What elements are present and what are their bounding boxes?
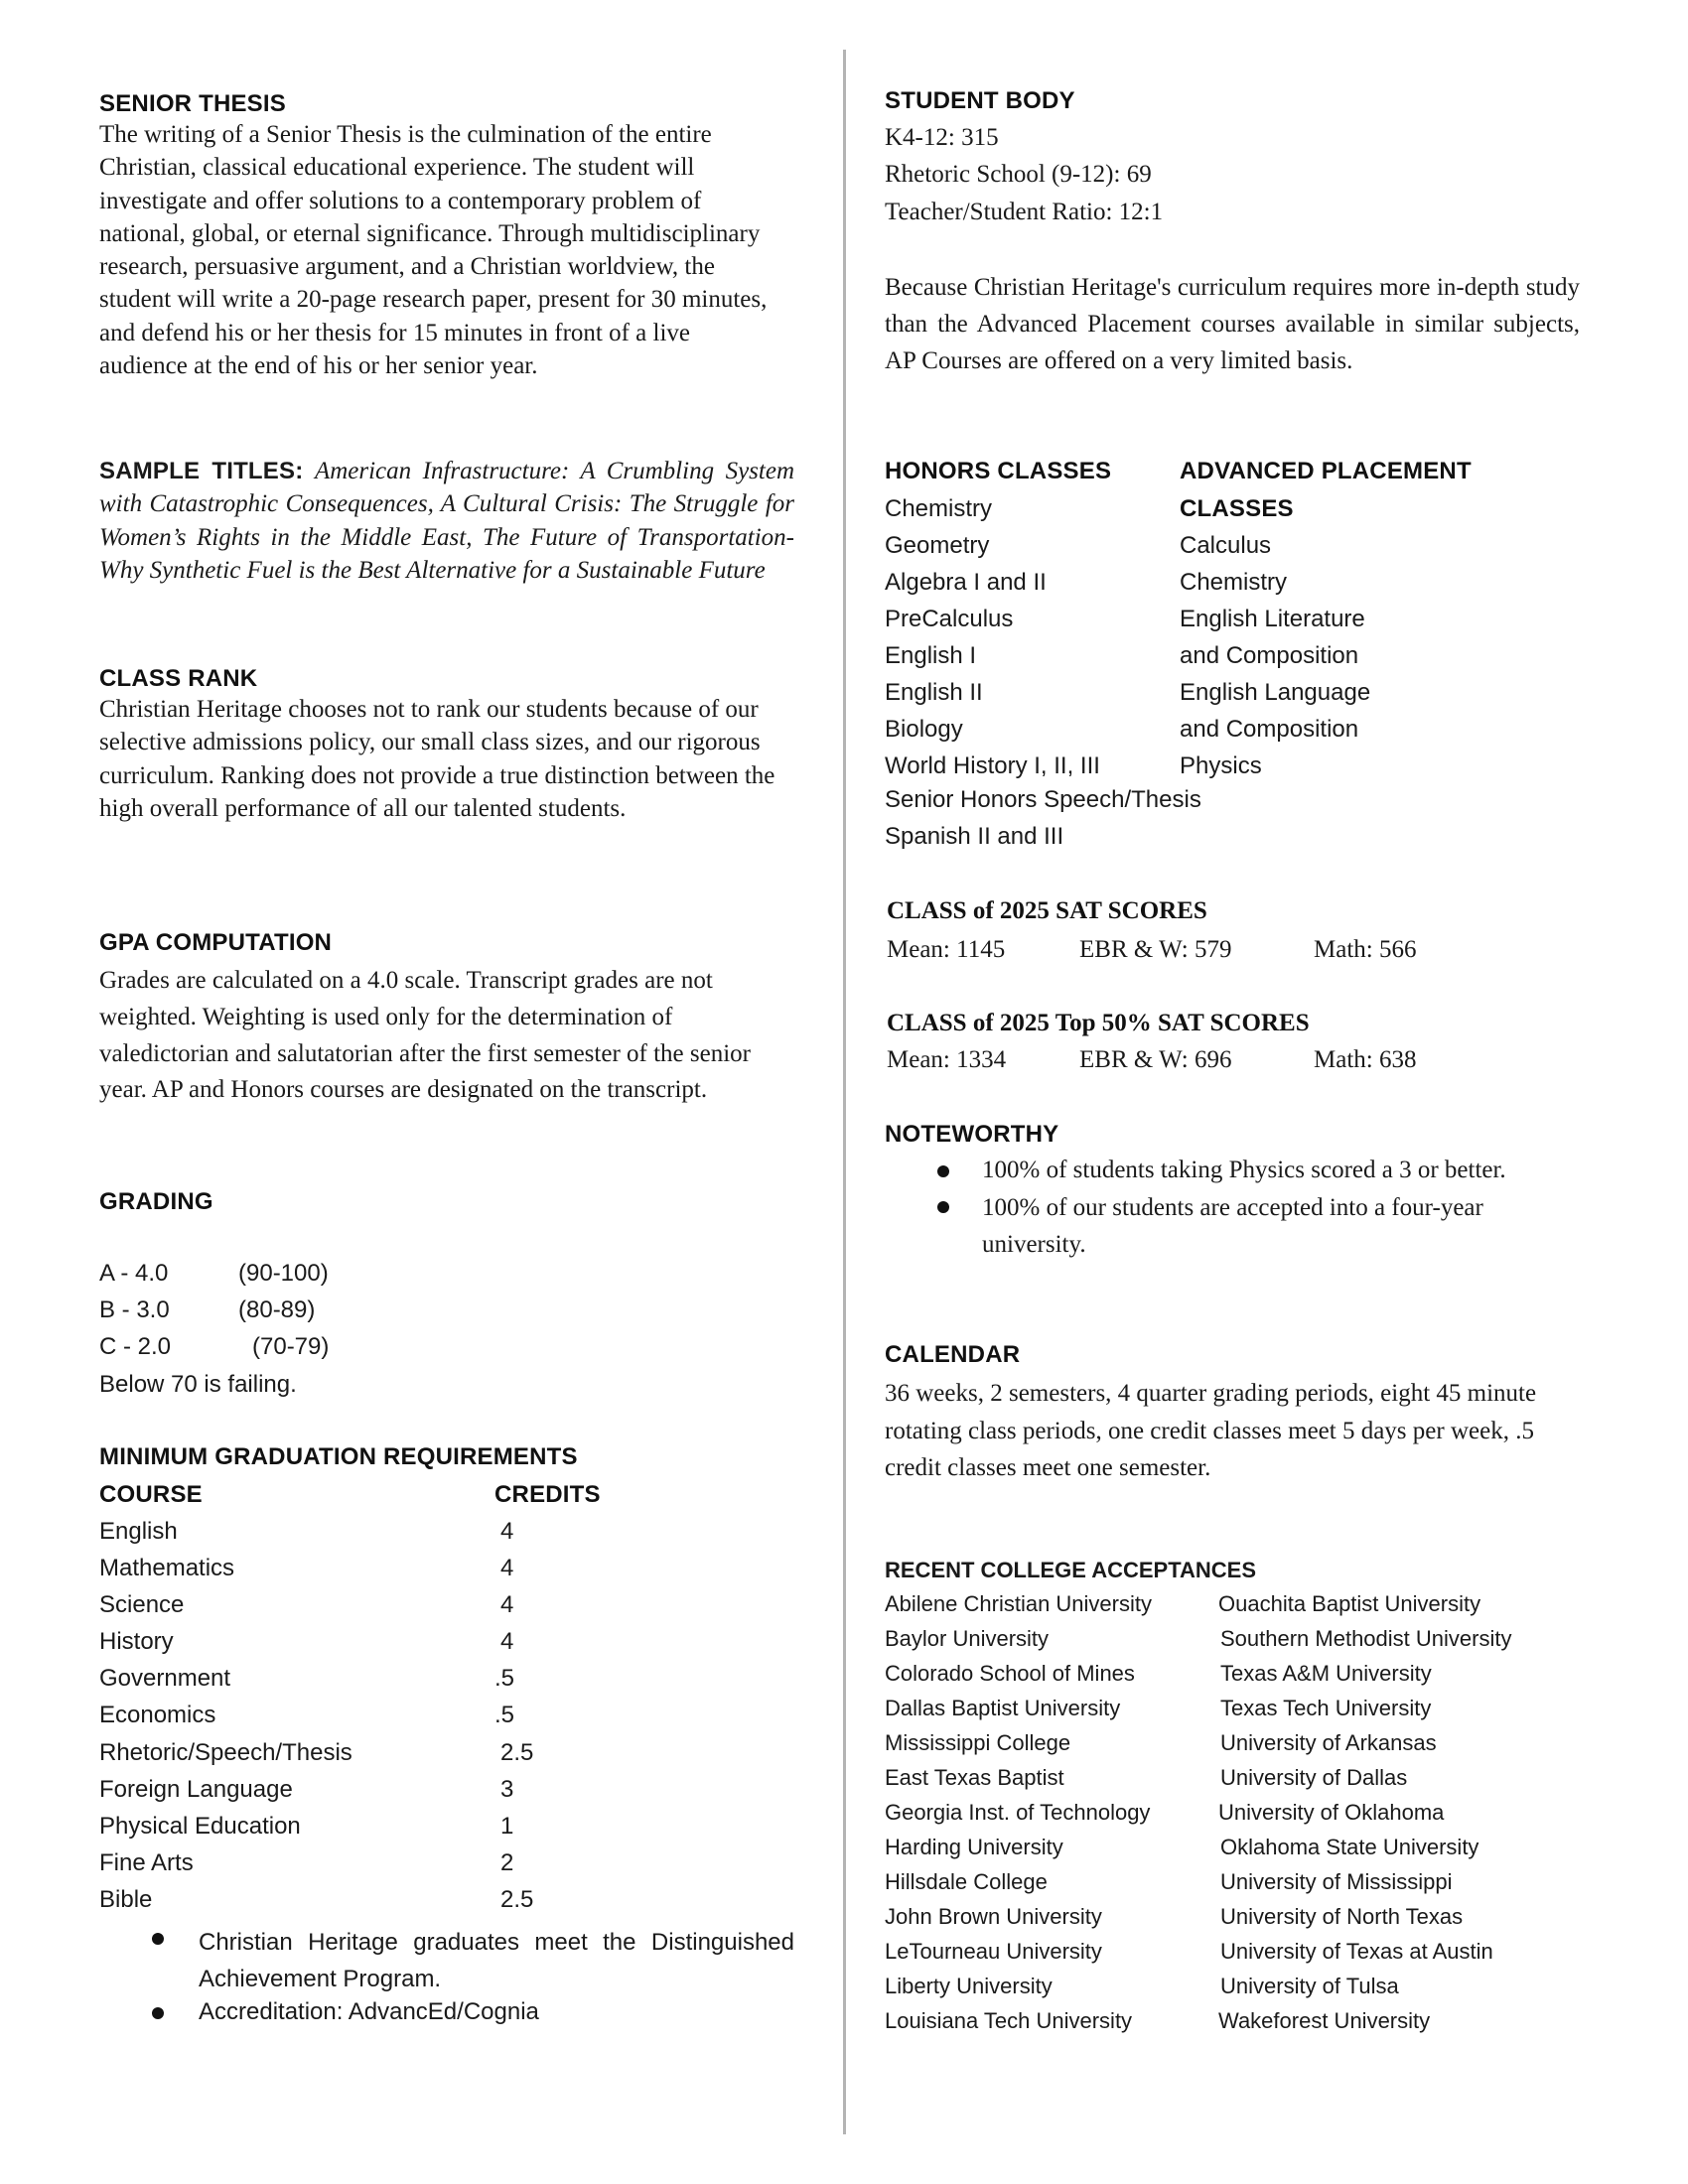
honors-item: PreCalculus <box>885 606 1014 632</box>
college-item: Georgia Inst. of Technology <box>885 1800 1151 1825</box>
honors-item: Senior Honors Speech/Thesis <box>885 786 1201 813</box>
grade-a: A - 4.0 <box>99 1260 169 1287</box>
sat-top-ebrw: EBR & W: 696 <box>1079 1046 1232 1073</box>
bullet-icon <box>152 1933 164 1945</box>
college-item: Dallas Baptist University <box>885 1696 1121 1720</box>
table-row-credits: 2 <box>500 1849 514 1876</box>
college-item: Baylor University <box>885 1626 1050 1651</box>
college-item: Abilene Christian University <box>885 1591 1152 1616</box>
bullet-icon <box>937 1165 949 1177</box>
noteworthy-heading: NOTEWORTHY <box>885 1121 1059 1148</box>
grade-a-range: (90-100) <box>238 1260 329 1287</box>
noteworthy-item: 100% of our students are accepted into a four-year university. <box>982 1194 1483 1258</box>
honors-item: Geometry <box>885 532 990 559</box>
table-row-course: Foreign Language <box>99 1776 293 1803</box>
table-row-credits: 4 <box>500 1555 514 1581</box>
class-rank-heading: CLASS RANK <box>99 665 258 692</box>
col-course-header: COURSE <box>99 1481 203 1508</box>
table-row-credits: .5 <box>494 1702 515 1728</box>
ap-item: English Language <box>1180 679 1371 706</box>
college-item: Hillsdale College <box>885 1869 1048 1894</box>
sat-top-mean: Mean: 1334 <box>887 1046 1007 1073</box>
ap-item: Chemistry <box>1180 569 1288 596</box>
college-item: University of Arkansas <box>1220 1730 1437 1755</box>
ap-item: Calculus <box>1180 532 1272 559</box>
acceptances-heading: RECENT COLLEGE ACCEPTANCES <box>885 1558 1257 1582</box>
table-row-course: English <box>99 1518 178 1545</box>
honors-item: Algebra I and II <box>885 569 1047 596</box>
column-divider <box>843 50 846 2134</box>
college-item: University of Dallas <box>1220 1765 1408 1790</box>
college-item: Oklahoma State University <box>1220 1835 1479 1859</box>
noteworthy-item: 100% of students taking Physics scored a 3 or better. <box>982 1157 1506 1183</box>
honors-item: English I <box>885 642 977 669</box>
honors-heading: HONORS CLASSES <box>885 458 1112 484</box>
table-row-course: Physical Education <box>99 1813 301 1840</box>
table-row-course: Bible <box>99 1886 153 1913</box>
college-item: University of Mississippi <box>1220 1869 1453 1894</box>
grade-b: B - 3.0 <box>99 1297 170 1323</box>
student-body-ratio: Teacher/Student Ratio: 12:1 <box>885 199 1164 225</box>
table-row-course: History <box>99 1628 174 1655</box>
college-item: Wakeforest University <box>1218 2008 1431 2033</box>
ap-item: English Literature <box>1180 606 1365 632</box>
grade-b-range: (80-89) <box>238 1297 316 1323</box>
sat-math: Math: 566 <box>1314 936 1417 963</box>
ap-heading-line2: CLASSES <box>1180 495 1294 522</box>
college-item: University of Texas at Austin <box>1220 1939 1493 1964</box>
college-item: University of North Texas <box>1220 1904 1464 1929</box>
graduation-heading: MINIMUM GRADUATION REQUIREMENTS <box>99 1443 578 1470</box>
col-credits-header: CREDITS <box>494 1481 601 1508</box>
honors-item: Biology <box>885 716 963 743</box>
ap-item: Physics <box>1180 752 1262 779</box>
college-item: University of Tulsa <box>1220 1974 1399 1998</box>
table-row-credits: 1 <box>500 1813 514 1840</box>
bullet-icon <box>152 2007 164 2019</box>
table-row-credits: 2.5 <box>500 1739 534 1766</box>
grading-heading: GRADING <box>99 1188 213 1215</box>
table-row-course: Science <box>99 1591 185 1618</box>
college-item: East Texas Baptist <box>885 1765 1064 1790</box>
college-item: Colorado School of Mines <box>885 1661 1135 1686</box>
sample-titles-label: SAMPLE TITLES: <box>99 458 304 484</box>
senior-thesis-heading: SENIOR THESIS <box>99 90 286 117</box>
table-row-credits: .5 <box>494 1665 515 1692</box>
student-body-k12: K4-12: 315 <box>885 124 999 151</box>
bullet-icon <box>937 1201 949 1213</box>
college-item: Texas Tech University <box>1220 1696 1432 1720</box>
table-row-course: Mathematics <box>99 1555 235 1581</box>
college-item: Ouachita Baptist University <box>1218 1591 1481 1616</box>
college-item: Louisiana Tech University <box>885 2008 1133 2033</box>
honors-item: Chemistry <box>885 495 993 522</box>
table-row-credits: 4 <box>500 1591 514 1618</box>
honors-item: Spanish II and III <box>885 823 1064 850</box>
table-row-course: Economics <box>99 1702 216 1728</box>
table-row-credits: 3 <box>500 1776 514 1803</box>
ap-item: and Composition <box>1180 642 1359 669</box>
table-row-credits: 4 <box>500 1628 514 1655</box>
sat-top-math: Math: 638 <box>1314 1046 1417 1073</box>
table-row-credits: 2.5 <box>500 1886 534 1913</box>
college-item: Harding University <box>885 1835 1063 1859</box>
ap-heading-line1: ADVANCED PLACEMENT <box>1180 458 1472 484</box>
table-row-course: Rhetoric/Speech/Thesis <box>99 1739 352 1766</box>
calendar-heading: CALENDAR <box>885 1341 1021 1368</box>
calendar-body: 36 weeks, 2 semesters, 4 quarter grading periods, eight 45 minute rotating class periods, one credit classes meet 5 days per week, .5 credit classes meet one semester. <box>885 1380 1537 1481</box>
table-row-course: Fine Arts <box>99 1849 194 1876</box>
ap-item: and Composition <box>1180 716 1359 743</box>
student-body-rhetoric: Rhetoric School (9-12): 69 <box>885 161 1152 188</box>
college-item: Texas A&M University <box>1220 1661 1432 1686</box>
sample-titles <box>99 455 794 587</box>
gpa-body: Grades are calculated on a 4.0 scale. Transcript grades are not weighted. Weighting is used only for the determination of valedictorian and salutatorian after the first semester of the senior year. AP and Honors courses are designated on the transcript. <box>99 967 751 1104</box>
college-item: Liberty University <box>885 1974 1053 1998</box>
grade-c-range: (70-79) <box>252 1333 330 1360</box>
college-item: University of Oklahoma <box>1218 1800 1445 1825</box>
honors-item: World History I, II, III <box>885 752 1100 779</box>
bullet-item: Accreditation: AdvancEd/Cognia <box>199 1998 539 2025</box>
college-item: LeTourneau University <box>885 1939 1102 1964</box>
senior-thesis-body: The writing of a Senior Thesis is the culmination of the entire Christian, classical educational experience. The student will investigate and offer solutions to a contemporary problem of national, global, or eternal significance. Through multidisciplinary research, persuasive argument, and a Christian worldview, the student will write a 20-page research paper, present for 30 minutes, and defend his or her thesis for 15 minutes in front of a live audience at the end of his or her senior year. <box>99 121 768 380</box>
table-row-course: Government <box>99 1665 231 1692</box>
sample-titles-text: American Infrastructure: A Crumbling System with Catastrophic Consequences, A Cultural Crisis: The Struggle for Women’s Rights in the Middle East, The Future of Transportation-Why Synthetic Fuel is the Best Alternative for a Sustainable Future <box>99 458 795 584</box>
college-item: Southern Methodist University <box>1220 1626 1512 1651</box>
ap-policy-paragraph: Because Christian Heritage's curriculum requires more in-depth study than the Advanced Placement courses available in similar subjects, AP Courses are offered on a very limited basis. <box>885 274 1580 374</box>
student-body-heading: STUDENT BODY <box>885 87 1075 114</box>
grade-c: C - 2.0 <box>99 1333 172 1360</box>
sat-ebrw: EBR & W: 579 <box>1079 936 1232 963</box>
class-rank-body: Christian Heritage chooses not to rank our students because of our selective admissions policy, our small class sizes, and our rigorous curriculum. Ranking does not provide a true distinction between the high overall performance of all our talented students. <box>99 696 775 822</box>
sat-heading: CLASS of 2025 SAT SCORES <box>887 897 1207 924</box>
college-item: Mississippi College <box>885 1730 1071 1755</box>
table-row-credits: 4 <box>500 1518 514 1545</box>
gpa-heading: GPA COMPUTATION <box>99 929 333 956</box>
honors-item: English II <box>885 679 983 706</box>
bullet-item: Christian Heritage graduates meet the Distinguished Achievement Program. <box>199 1929 794 1992</box>
college-item: John Brown University <box>885 1904 1102 1929</box>
sat-top-heading: CLASS of 2025 Top 50% SAT SCORES <box>887 1010 1310 1036</box>
grading-note: Below 70 is failing. <box>99 1371 297 1398</box>
sat-mean: Mean: 1145 <box>887 936 1006 963</box>
